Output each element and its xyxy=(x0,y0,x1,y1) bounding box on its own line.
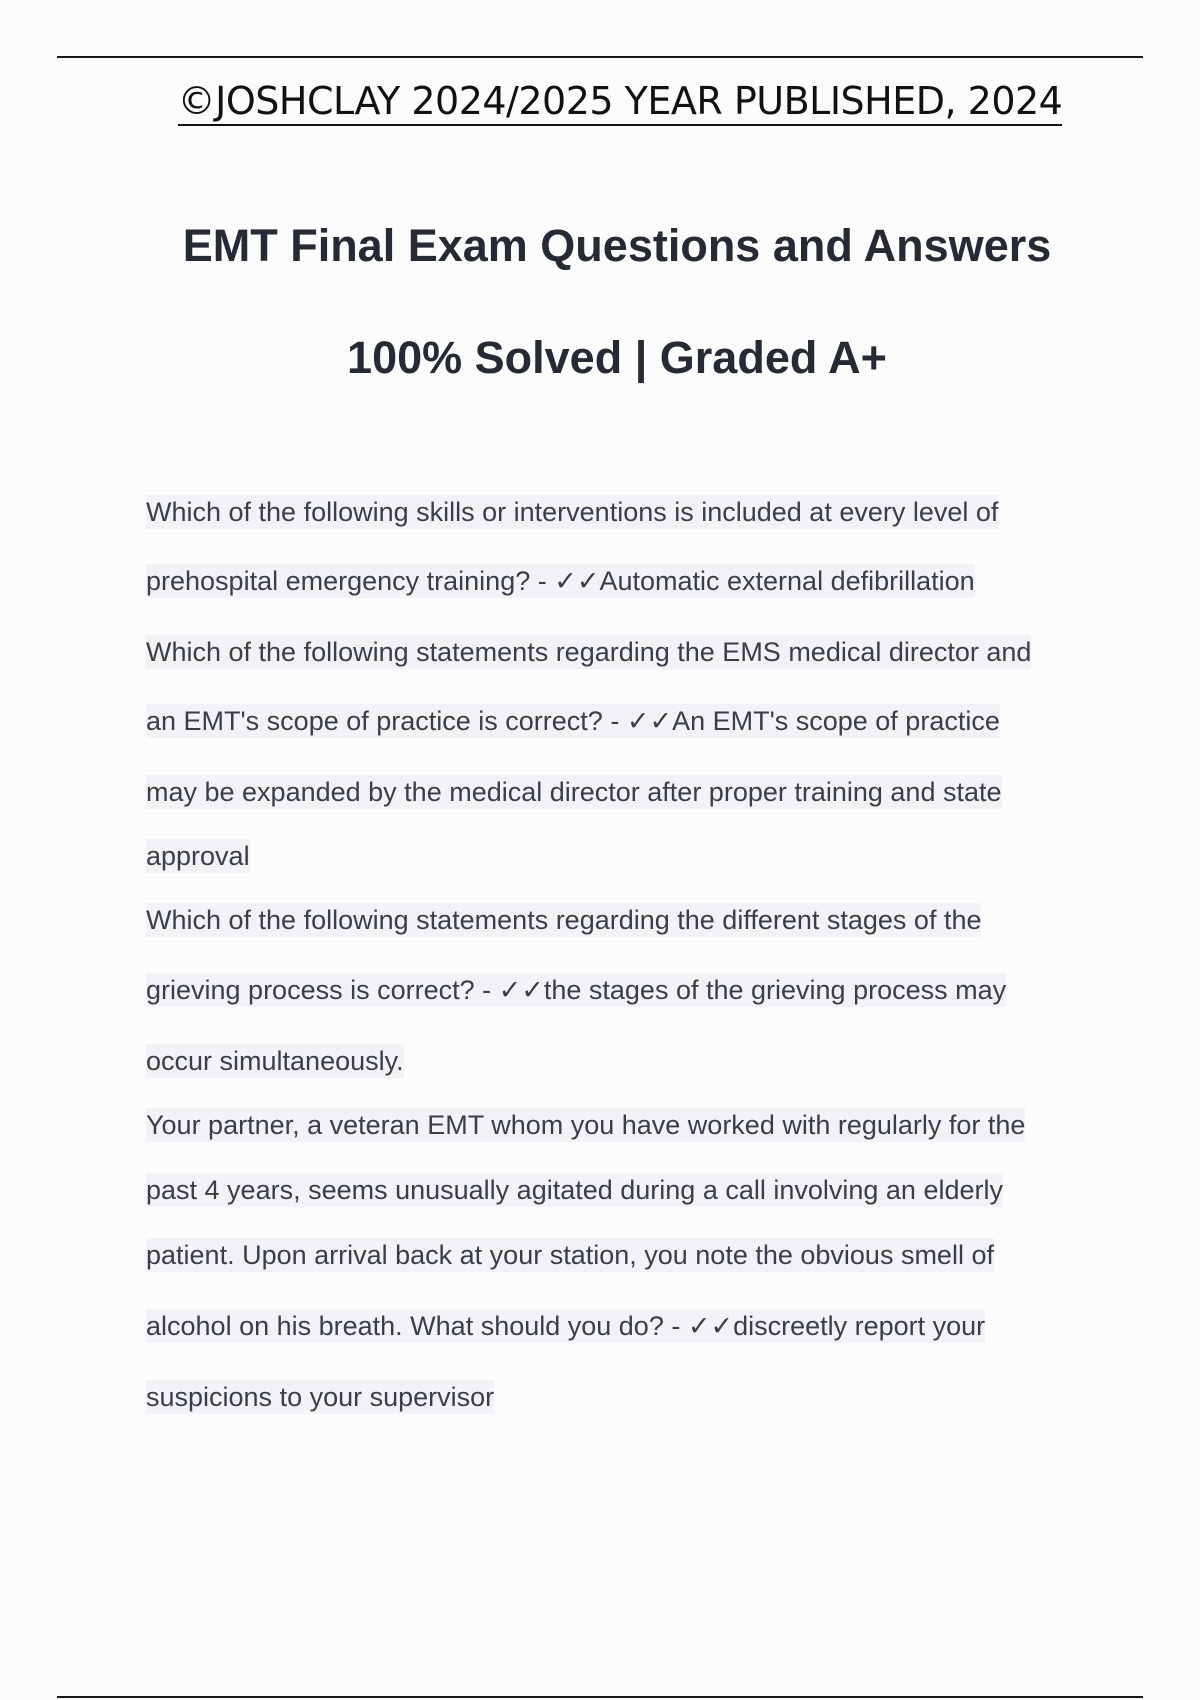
qa-item xyxy=(146,905,1086,1110)
qa-text-line: an EMT's scope of practice is correct? - ✓✓An EMT's scope of practice xyxy=(146,706,1000,736)
qa-text-line: past 4 years, seems unusually agitated during a call involving an elderly xyxy=(146,1175,1003,1205)
qa-text-line: patient. Upon arrival back at your station, you note the obvious smell of xyxy=(146,1240,994,1270)
qa-text-line: alcohol on his breath. What should you do? - ✓✓discreetly report your xyxy=(146,1311,986,1341)
qa-text-line: Your partner, a veteran EMT whom you have worked with regularly for the xyxy=(146,1110,1026,1140)
copyright-header xyxy=(0,76,1200,126)
qa-text-line: Which of the following statements regarding the different stages of the xyxy=(146,905,982,935)
copyright-header-text: ©JOSHCLAY 2024/2025 YEAR PUBLISHED, 2024 xyxy=(178,78,1063,126)
qa-item xyxy=(146,637,1086,905)
qa-text-line: Which of the following skills or interventions is included at every level of xyxy=(146,497,999,527)
qa-text-line: may be expanded by the medical director after proper training and state xyxy=(146,777,1002,807)
qa-text-line: prehospital emergency training? - ✓✓Automatic external defibrillation xyxy=(146,566,975,596)
bottom-rule xyxy=(57,1696,1143,1698)
qa-text-line: occur simultaneously. xyxy=(146,1046,404,1076)
qa-list xyxy=(146,497,1086,1446)
document-subtitle: 100% Solved | Graded A+ xyxy=(347,332,887,383)
document-title: EMT Final Exam Questions and Answers xyxy=(182,220,1052,271)
qa-text-line: approval xyxy=(146,841,250,871)
qa-text-line: suspicions to your supervisor xyxy=(146,1382,495,1412)
top-rule xyxy=(57,56,1143,58)
qa-text-line: grieving process is correct? - ✓✓the stages of the grieving process may xyxy=(146,975,1007,1005)
qa-item xyxy=(146,1110,1086,1446)
qa-text-line: Which of the following statements regarding the EMS medical director and xyxy=(146,637,1032,667)
qa-item xyxy=(146,497,1086,637)
